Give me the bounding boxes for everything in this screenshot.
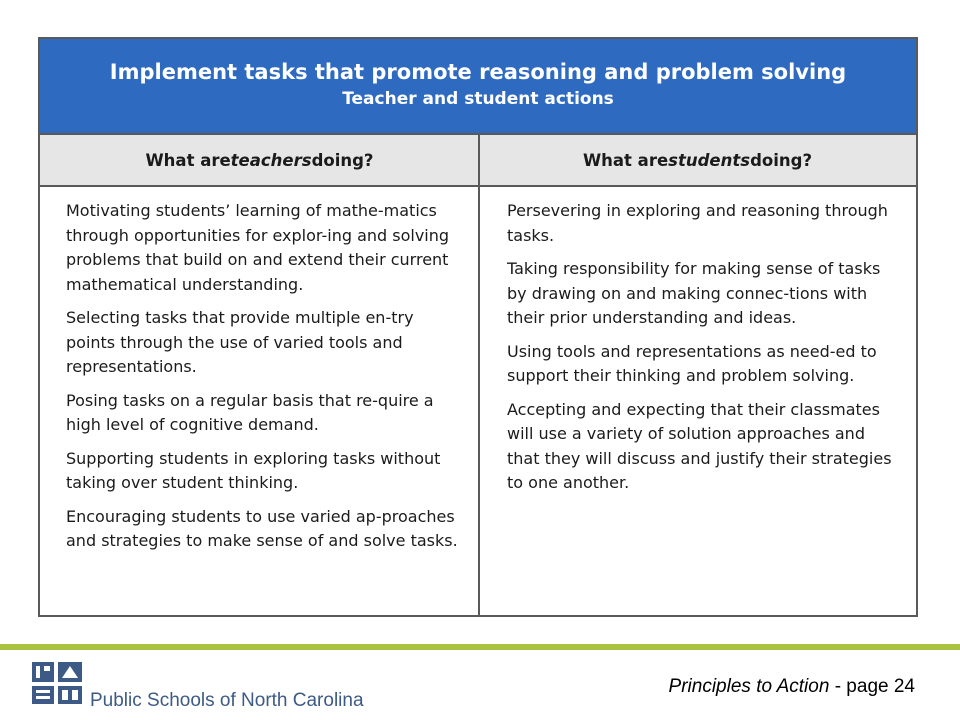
principles-table	[38, 37, 918, 617]
teacher-action: Encouraging students to use varied ap-proaches and strategies to make sense of and solve tasks.	[66, 506, 458, 550]
students-header-pre: What are	[582, 150, 669, 170]
table-subtitle: Teacher and student actions	[342, 89, 614, 109]
table-title: Implement tasks that promote reasoning and problem solving	[109, 60, 847, 84]
student-action: Persevering in exploring and reasoning through tasks.	[507, 201, 888, 245]
teachers-column	[66, 199, 461, 563]
ncdpi-logo-icon	[30, 660, 84, 706]
student-action: Accepting and expecting that their classmates will use a variety of solution approaches and that they will discuss and justify their strategies to one another.	[507, 399, 892, 492]
org-name: Public Schools of North Carolina	[90, 690, 364, 711]
citation	[669, 676, 915, 698]
citation-page: - page 24	[829, 676, 915, 697]
students-column-header	[479, 133, 916, 187]
teachers-column-header	[40, 133, 479, 187]
teacher-action: Posing tasks on a regular basis that re-quire a high level of cognitive demand.	[66, 390, 434, 434]
student-action: Taking responsibility for making sense of tasks by drawing on and making connec-tions with their prior understanding and ideas.	[507, 259, 881, 327]
students-header-post: doing?	[750, 150, 813, 170]
table-banner	[40, 39, 916, 133]
teacher-action: Selecting tasks that provide multiple en-try points through the use of varied tools and representations.	[66, 308, 414, 376]
citation-title: Principles to Action	[668, 676, 830, 697]
teacher-action: Supporting students in exploring tasks without taking over student thinking.	[66, 448, 441, 492]
students-header-em: students	[668, 150, 751, 170]
students-column	[507, 199, 902, 505]
teacher-action: Motivating students’ learning of mathe-matics through opportunities for explor-ing and solving problems that build on and extend their current mathematical understanding.	[66, 201, 450, 294]
teachers-header-em: teachers	[230, 150, 312, 170]
teachers-header-post: doing?	[311, 150, 374, 170]
teachers-header-pre: What are	[145, 150, 231, 170]
student-action: Using tools and representations as need-ed to support their thinking and problem solving.	[507, 341, 877, 385]
column-divider	[478, 133, 480, 617]
footer-accent-bar	[0, 644, 960, 650]
